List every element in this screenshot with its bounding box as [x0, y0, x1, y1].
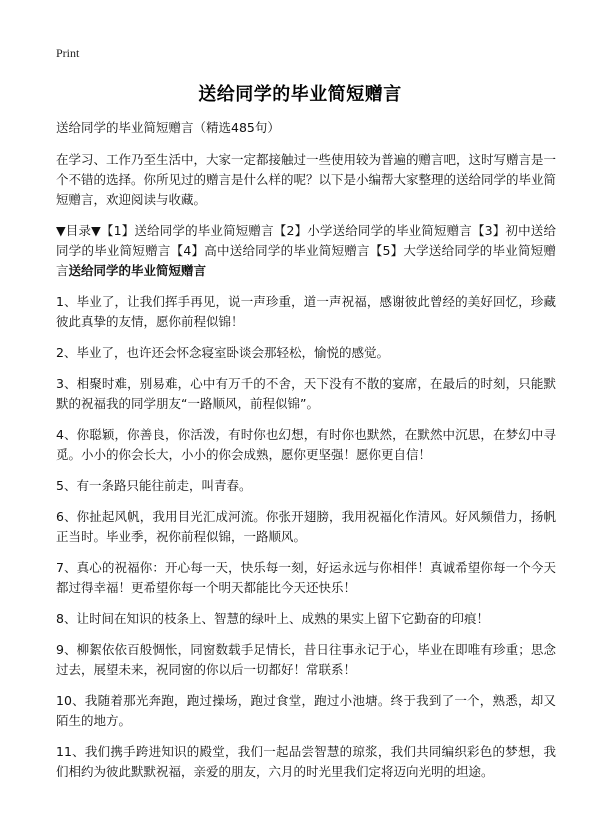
print-link[interactable]: Print — [56, 46, 80, 60]
quote-item: 7、真心的祝福你：开心每一天，快乐每一刻，好运永远与你相伴！真诚希望你每一个今天都过得幸福！更希望你每一个明天都能比今天还快乐！ — [56, 560, 556, 595]
toc-item-3[interactable]: 【3】初中送给同学的毕业简短赠言 — [56, 223, 556, 258]
quote-item: 8、让时间在知识的枝条上、智慧的绿叶上、成熟的果实上留下它勤奋的印痕！ — [56, 611, 489, 626]
quote-item: 4、你聪颖，你善良，你活泼，有时你也幻想，有时你也默然，在默然中沉思，在梦幻中寻觅。小小的你会长大，小小的你会成熟，愿你更坚强！愿你更自信！ — [56, 427, 556, 462]
page-title: 送给同学的毕业简短赠言 — [198, 84, 402, 105]
toc-item-2[interactable]: 【2】小学送给同学的毕业简短赠言 — [273, 223, 472, 238]
quote-item: 11、我们携手跨进知识的殿堂，我们一起品尝智慧的琼浆，我们共同编织彩色的梦想，我们相约为彼此默默祝福，亲爱的朋友，六月的时光里我们定将迈向光明的坦途。 — [56, 744, 556, 779]
article-body — [56, 118, 556, 793]
toc-item-4[interactable]: 【4】高中送给同学的毕业简短赠言 — [170, 243, 370, 258]
toc-prefix: ▼目录▼ — [56, 223, 101, 238]
quote-item: 1、毕业了，让我们挥手再见，说一声珍重，道一声祝福，感谢彼此曾经的美好回忆，珍藏彼此真挚的友情，愿你前程似锦！ — [56, 294, 556, 329]
quote-item: 6、你扯起风帆，我用目光汇成河流。你张开翅膀，我用祝福化作清风。好风频借力，扬帆正当时。毕业季，祝你前程似锦，一路顺风。 — [56, 509, 556, 544]
table-of-contents — [56, 221, 556, 281]
article-intro: 在学习、工作乃至生活中，大家一定都接触过一些使用较为普遍的赠言吧，这时写赠言是一个不错的选择。你所见过的赠言是什么样的呢？以下是小编帮大家整理的送给同学的毕业简短赠言，欢迎阅读与收藏。 — [56, 152, 557, 207]
quote-item: 5、有一条路只能往前走，叫青春。 — [56, 478, 252, 493]
quote-item: 10、我随着那光奔跑，跑过操场，跑过食堂，跑过小池塘。终于我到了一个，熟悉，却又陌生的地方。 — [56, 693, 556, 728]
quote-item: 9、柳絮依依百般惆怅，同窗数载手足情长，昔日往事永记于心，毕业在即唯有珍重；思念过去，展望未来，祝同窗的你以后一切都好！常联系！ — [56, 642, 556, 677]
toc-item-1[interactable]: 【1】送给同学的毕业简短赠言 — [100, 223, 274, 238]
toc-item-5[interactable]: 【5】大学送给同学的毕业简短赠言 — [56, 243, 556, 278]
toc-current-section: 送给同学的毕业简短赠言 — [68, 263, 207, 278]
article-subtitle: 送给同学的毕业简短赠言（精选485句） — [56, 120, 280, 135]
quote-item: 3、相聚时难，别易难，心中有万千的不舍，天下没有不散的宴席，在最后的时刻，只能默默的祝福我的同学朋友“一路顺风，前程似锦”。 — [56, 376, 556, 411]
quote-item: 2、毕业了，也许还会怀念寝室卧谈会那轻松，愉悦的感觉。 — [56, 345, 389, 360]
